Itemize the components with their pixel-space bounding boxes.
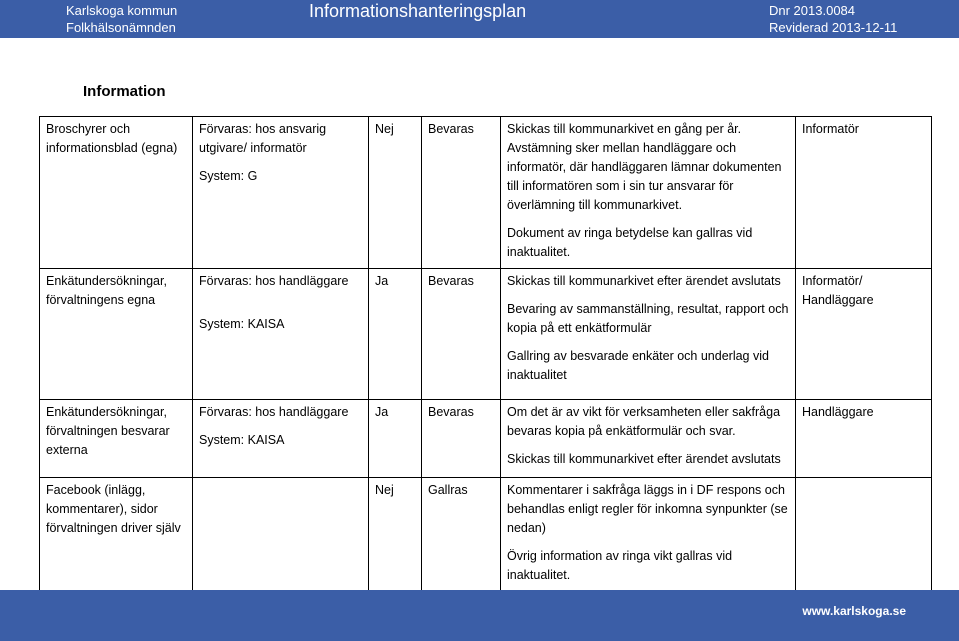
header-bar <box>0 0 959 38</box>
storage-system: System: KAISA <box>199 317 285 331</box>
information-table <box>39 116 932 592</box>
table-row <box>40 117 932 269</box>
note: Bevaring av sammanställning, resultat, rapport och kopia på ett enkätformulär <box>507 302 789 335</box>
responsible-cell: Informatör <box>796 117 932 269</box>
action-cell: Bevaras <box>422 117 501 269</box>
footer-bar <box>0 590 959 641</box>
table-row <box>40 269 932 400</box>
responsible-cell: Informatör/ Handläggare <box>796 269 932 400</box>
storage-system: System: KAISA <box>199 433 285 447</box>
table-row <box>40 478 932 592</box>
note: Skickas till kommunarkivet en gång per år. Avstämning sker mellan handläggare och informatör, där handläggaren lämnar dokumenten till informatören som i sin tur ansvarar för överlämning till kommunarkivet. <box>507 122 782 212</box>
note: Skickas till kommunarkivet efter ärendet avslutats <box>507 452 781 466</box>
note: Gallring av besvarade enkäter och underlag vid inaktualitet <box>507 349 769 382</box>
action-cell: Gallras <box>422 478 501 592</box>
document-title: Informationshanteringsplan <box>309 1 527 21</box>
note: Dokument av ringa betydelse kan gallras vid inaktualitet. <box>507 226 753 259</box>
storage-location: Förvaras: hos ansvarig utgivare/ informatör <box>199 122 327 155</box>
responsible-cell <box>796 478 932 592</box>
gallring-flag-cell: Ja <box>369 400 422 478</box>
doc-type-cell: Broschyrer och informationsblad (egna) <box>40 117 193 269</box>
action-cell: Bevaras <box>422 269 501 400</box>
responsible-cell: Handläggare <box>796 400 932 478</box>
section-title: Information <box>83 83 166 100</box>
table-row <box>40 400 932 478</box>
action-cell: Bevaras <box>422 400 501 478</box>
revision-date: Reviderad 2013-12-11 <box>769 20 898 35</box>
storage-cell <box>193 117 369 269</box>
notes-cell <box>501 117 796 269</box>
storage-cell <box>193 269 369 400</box>
notes-cell <box>501 478 796 592</box>
gallring-flag-cell: Ja <box>369 269 422 400</box>
reference-number: Dnr 2013.0084 <box>769 3 856 18</box>
dept-name: Folkhälsonämnden <box>66 20 176 35</box>
doc-type-cell: Facebook (inlägg, kommentarer), sidor förvaltningen driver själv <box>40 478 193 592</box>
storage-cell <box>193 478 369 592</box>
note: Skickas till kommunarkivet efter ärendet avslutats <box>507 274 781 288</box>
notes-cell <box>501 269 796 400</box>
doc-type-cell: Enkätundersökningar, förvaltningen besvarar externa <box>40 400 193 478</box>
note: Om det är av vikt för verksamheten eller sakfråga bevaras kopia på enkätformulär och svar. <box>507 405 781 438</box>
storage-location: Förvaras: hos handläggare <box>199 405 349 419</box>
note: Övrig information av ringa vikt gallras vid inaktualitet. <box>507 549 733 582</box>
storage-location: Förvaras: hos handläggare <box>199 274 349 288</box>
notes-cell <box>501 400 796 478</box>
storage-system: System: G <box>199 169 258 183</box>
org-name: Karlskoga kommun <box>66 3 178 18</box>
note: Kommentarer i sakfråga läggs in i DF respons och behandlas enligt regler för inkomna synpunkter (se nedan) <box>507 483 788 535</box>
website-link[interactable]: www.karlskoga.se <box>802 604 906 618</box>
storage-cell <box>193 400 369 478</box>
doc-type-cell: Enkätundersökningar, förvaltningens egna <box>40 269 193 400</box>
gallring-flag-cell: Nej <box>369 117 422 269</box>
gallring-flag-cell: Nej <box>369 478 422 592</box>
